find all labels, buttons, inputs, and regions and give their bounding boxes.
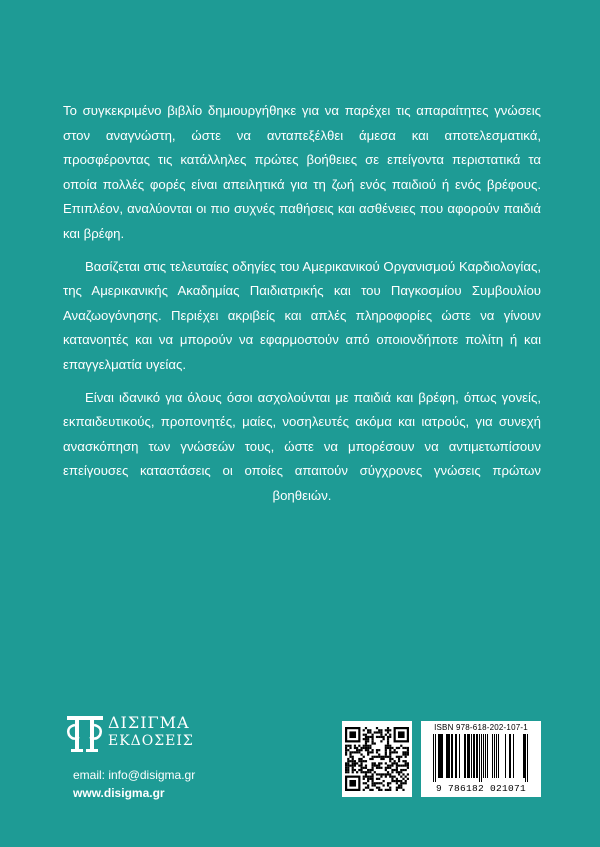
publisher-name: ΔΙΣΙΓΜΑ [108, 713, 190, 732]
publisher-email[interactable]: email: info@disigma.gr [73, 768, 196, 782]
isbn-label: ISBN 978-618-202-107-1 [434, 723, 528, 732]
qr-code[interactable] [342, 721, 412, 797]
ean-digits: 9 786182 021071 [435, 783, 526, 794]
disigma-logo-icon [66, 715, 104, 753]
description-paragraph-1: Το συγκεκριμένο βιβλίο δημιουργήθηκε για να παρέχει τις απαραίτητες γνώσεις στον αναγνώστη, ώστε να ανταπεξέλθει άμεσα και αποτελεσματικά, προσφέροντας τις κατάλληλες πρώτες βοήθειες σε επείγοντα περιστατικά τα οποία πολλές φορές είναι απειλητικά για τη ζωή ενός παιδιού ή ενός βρέφους. Επιπλέον, αναλύονται οι πιο συχνές παθήσεις και ασθένειες που αφορούν παιδιά και βρέφη. [63, 103, 541, 241]
publisher-logo [66, 713, 206, 757]
barcode-icon [427, 734, 535, 782]
qr-code-icon [345, 727, 409, 791]
description-paragraph-3: Είναι ιδανικό για όλους όσοι ασχολούνται με παιδιά και βρέφη, όπως γονείς, εκπαιδευτικούς, προπονητές, μαίες, νοσηλευτές ακόμα και ιατρούς, για συνεχή ανασκόπηση των γνώσεών τους, ώστε να μπορέσουν να αντιμετωπίσουν επείγουσες καταστάσεις οι οποίες απαιτούν σύγχρονες γνώσεις πρώτων βοηθειών. [63, 389, 541, 503]
back-cover-description [63, 99, 541, 517]
isbn-barcode [421, 721, 541, 797]
publisher-website[interactable]: www.disigma.gr [73, 786, 165, 800]
publisher-contact [73, 766, 195, 802]
description-paragraph-2: Βασίζεται στις τελευταίες οδηγίες του Αμερικανικού Οργανισμού Καρδιολογίας, της Αμερικανικής Ακαδημίας Παιδιατρικής και του Παγκοσμίου Συμβουλίου Αναζωογόνησης. Περιέχει ακριβείς και απλές πληροφορίες ώστε να γίνουν κατανοητές και να μπορούν να εφαρμοστούν από οποιονδήποτε πολίτη ή και επαγγελματία υγείας. [63, 258, 541, 372]
publisher-subtitle: ΕΚΔΟΣΕΙΣ [108, 733, 194, 749]
